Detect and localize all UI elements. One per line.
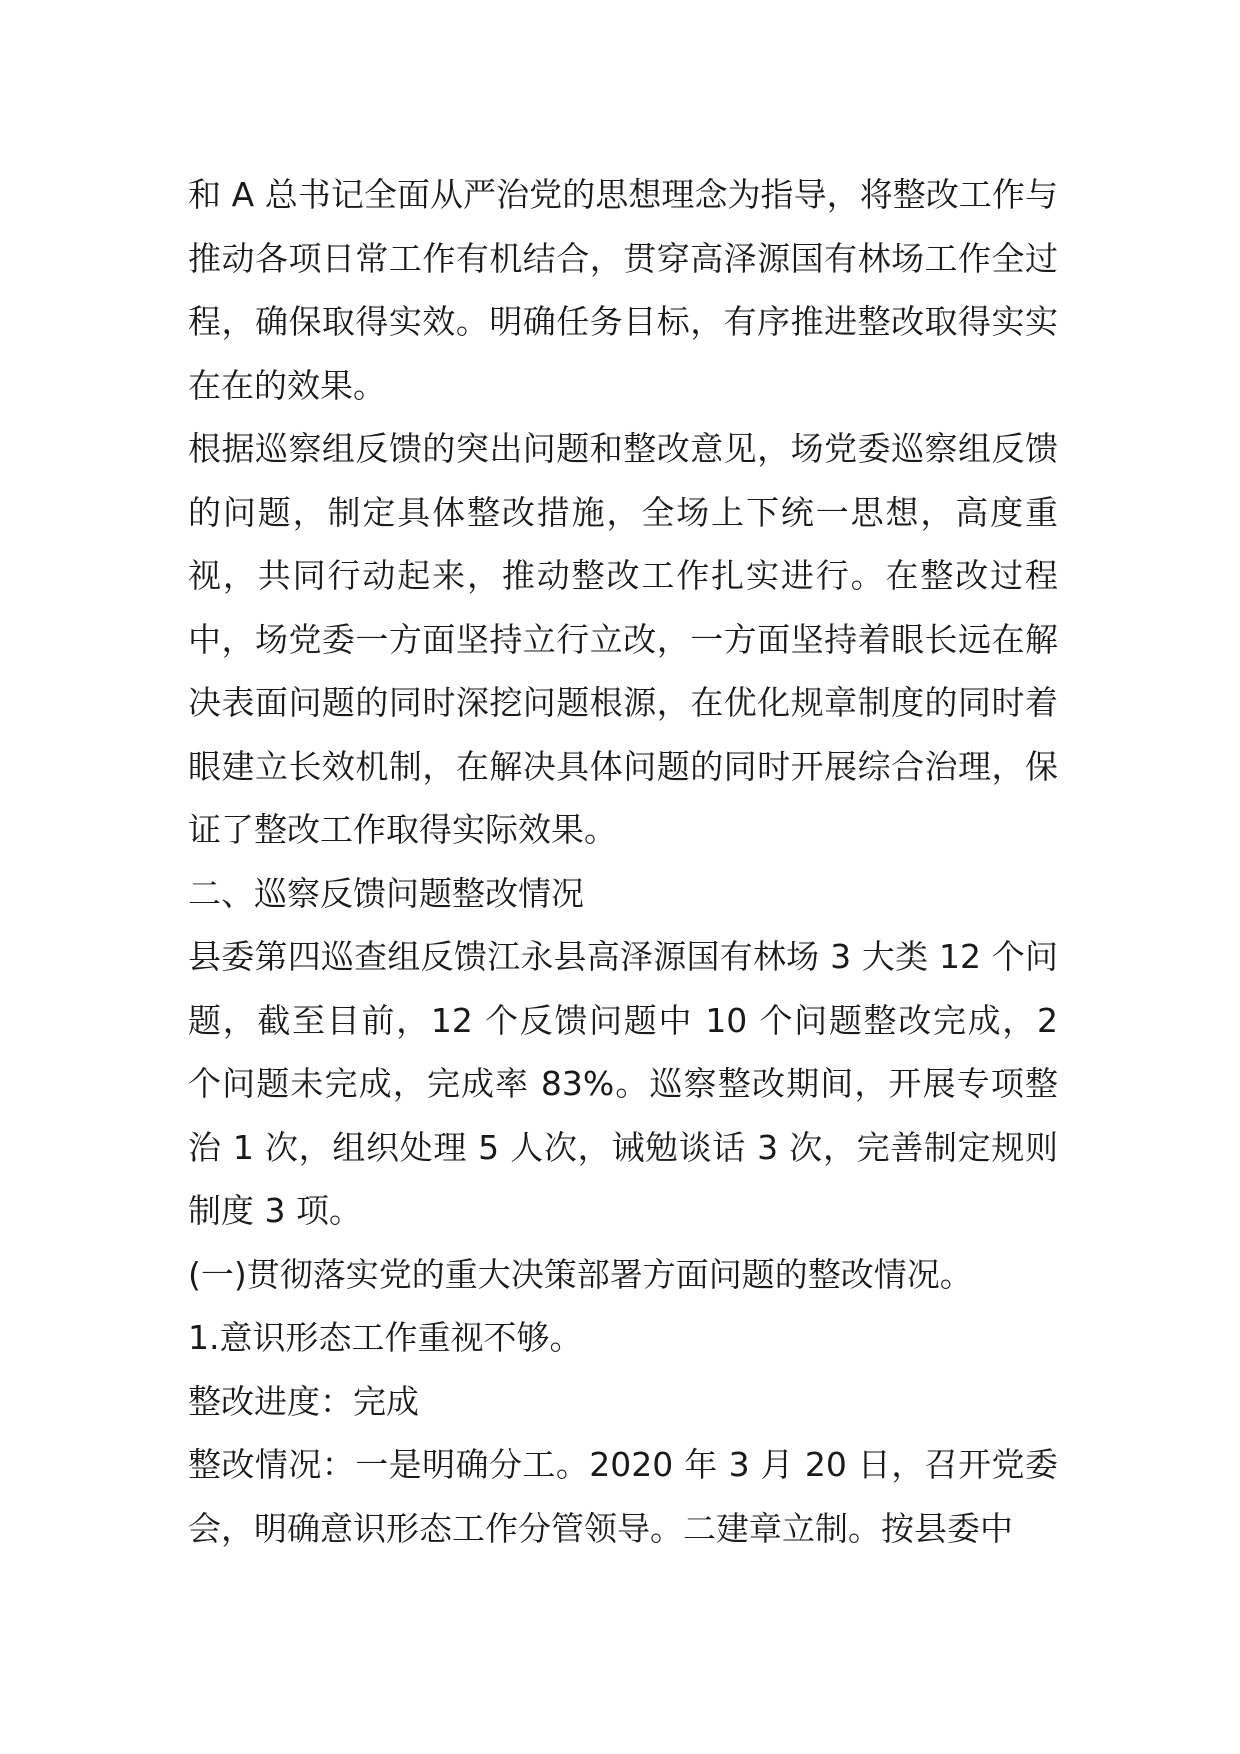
paragraph-feedback-summary: 县委第四巡查组反馈江永县高泽源国有林场 3 大类 12 个问题，截至目前，12 个反馈问题中 10 个问题整改完成，2 个问题未完成，完成率 83%。巡察整改期间，开展专项整治 1 次，组织处理 5 人次，诫勉谈话 3 次，完善制定规则制度 3 项。 xyxy=(188,937,1058,1230)
rectification-progress: 整改进度：完成 xyxy=(188,1381,419,1421)
rectification-details: 整改情况：一是明确分工。2020 年 3 月 20 日，召开党委会，明确意识形态工作分管领导。二建章立制。按县委中 xyxy=(188,1445,1058,1548)
paragraph-intro-continuation: 和 A 总书记全面从严治党的思想理念为指导，将整改工作与推动各项日常工作有机结合，贯穿高泽源国有林场工作全过程，确保取得实效。明确任务目标，有序推进整改取得实实在在的效果。 xyxy=(188,175,1058,405)
item-heading-ideology: 1.意识形态工作重视不够。 xyxy=(188,1318,583,1357)
section-heading-feedback-status: 二、巡察反馈问题整改情况 xyxy=(188,873,584,913)
subsection-heading-decisions: (一)贯彻落实党的重大决策部署方面问题的整改情况。 xyxy=(188,1254,973,1294)
document-body xyxy=(188,163,1058,1560)
paragraph-rectification-overview: 根据巡察组反馈的突出问题和整改意见，场党委巡察组反馈的问题，制定具体整改措施，全场上下统一思想，高度重视，共同行动起来，推动整改工作扎实进行。在整改过程中，场党委一方面坚持立行立改，一方面坚持着眼长远在解决表面问题的同时深挖问题根源，在优化规章制度的同时着眼建立长效机制，在解决具体问题的同时开展综合治理，保证了整改工作取得实际效果。 xyxy=(188,429,1058,849)
